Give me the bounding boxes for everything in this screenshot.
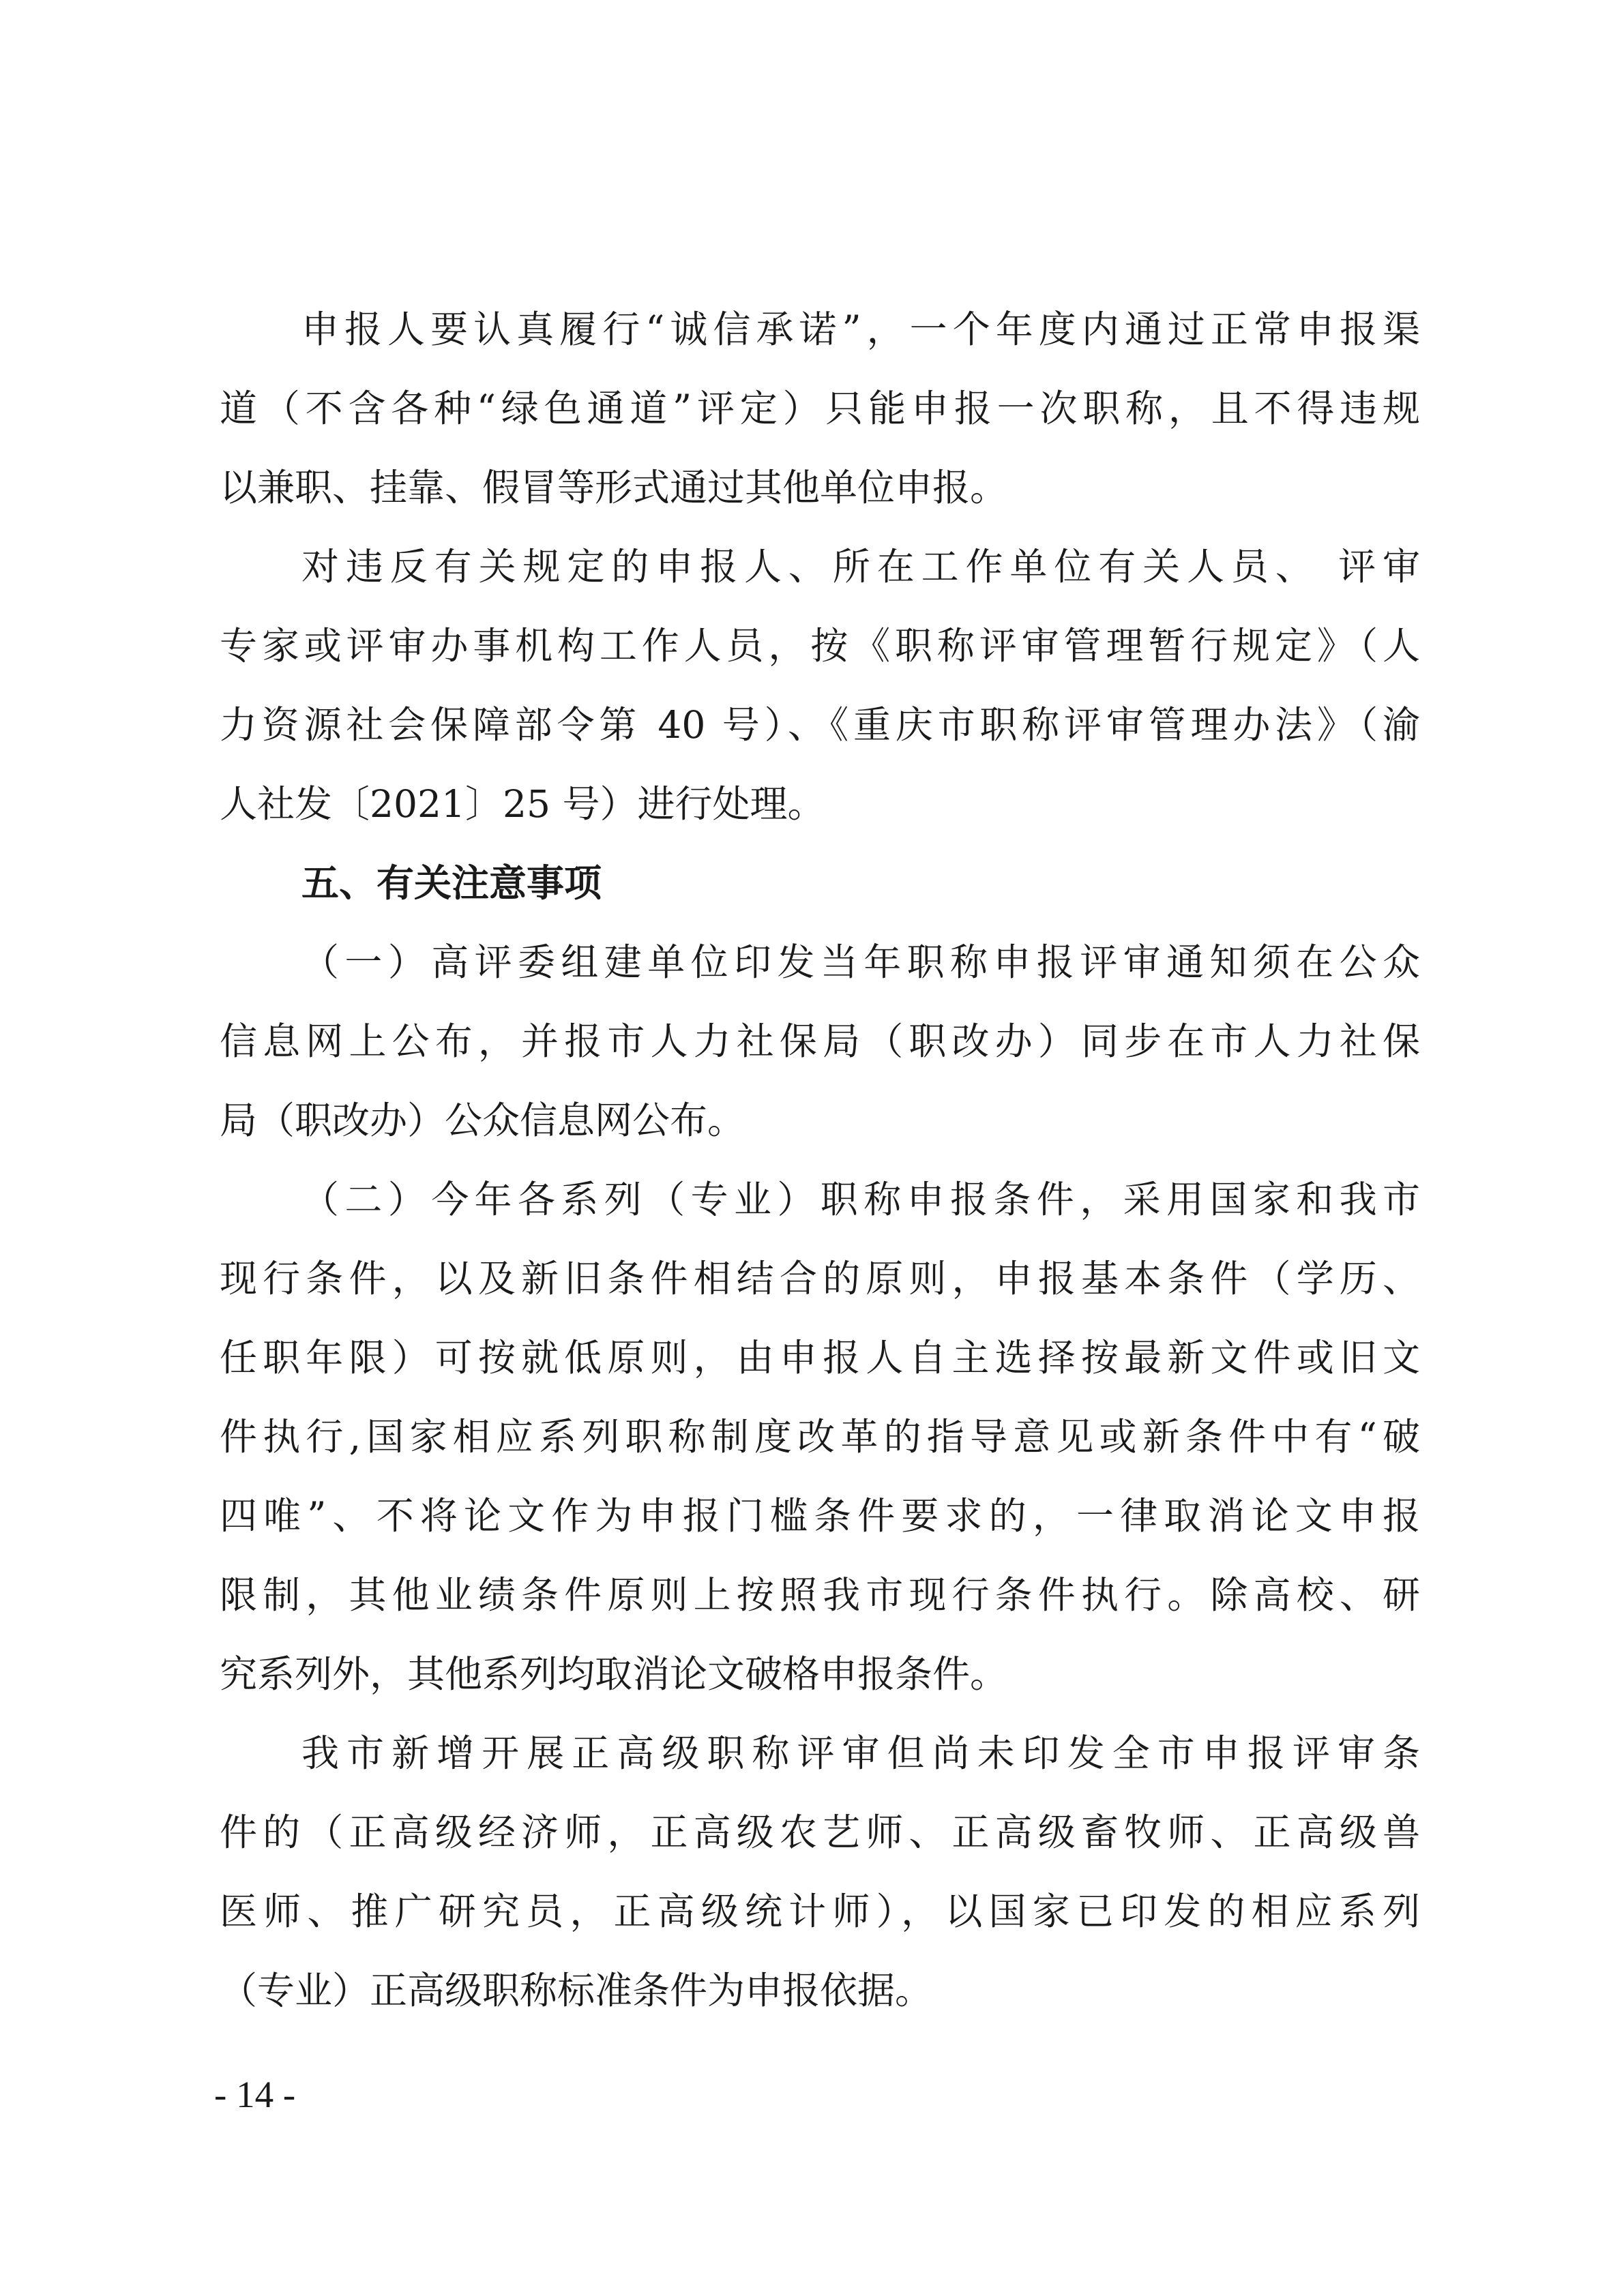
paragraph-line: 任职年限）可按就低原则，由申报人自主选择按最新文件或旧文 — [220, 1336, 1420, 1380]
paragraph-line: 以兼职、挂靠、假冒等形式通过其他单位申报。 — [220, 466, 1008, 509]
paragraph-line: 局（职改办）公众信息网公布。 — [220, 1099, 745, 1142]
paragraph-line: 申报人要认真履行“诚信承诺”，一个年度内通过正常申报渠 — [301, 308, 1420, 351]
paragraph-line: 对违反有关规定的申报人、所在工作单位有关人员、 评审 — [301, 545, 1420, 588]
paragraph-line: （一）高评委组建单位印发当年职称申报评审通知须在公众 — [301, 940, 1420, 984]
paragraph-line: 限制，其他业绩条件原则上按照我市现行条件执行。除高校、研 — [220, 1573, 1420, 1617]
paragraph-line: 现行条件，以及新旧条件相结合的原则，申报基本条件（学历、 — [220, 1257, 1420, 1300]
paragraph-line: 专家或评审办事机构工作人员，按《职称评审管理暂行规定》（人 — [220, 624, 1420, 668]
paragraph-line: （专业）正高级职称标准条件为申报依据。 — [220, 1969, 933, 2012]
paragraph-line: 人社发〔2021〕25 号）进行处理。 — [220, 782, 825, 826]
paragraph-line: 件的（正高级经济师，正高级农艺师、正高级畜牧师、正高级兽 — [220, 1810, 1420, 1854]
paragraph-line: 道（不含各种“绿色通道”评定）只能申报一次职称，且不得违规 — [220, 387, 1420, 430]
paragraph-line: 四唯”、不将论文作为申报门槛条件要求的，一律取消论文申报 — [220, 1494, 1420, 1538]
paragraph-line: 件执行,国家相应系列职称制度改革的指导意见或新条件中有“破 — [220, 1415, 1420, 1459]
paragraph-line: 力资源社会保障部令第 40 号）、《重庆市职称评审管理办法》（渝 — [220, 703, 1420, 747]
paragraph-line: 究系列外，其他系列均取消论文破格申报条件。 — [220, 1652, 1008, 1696]
section-heading: 五、有关注意事项 — [301, 861, 602, 905]
page-number: - 14 - — [214, 2074, 296, 2115]
paragraph-line: 医师、推广研究员，正高级统计师），以国家已印发的相应系列 — [220, 1890, 1420, 1933]
paragraph-line: （二）今年各系列（专业）职称申报条件，采用国家和我市 — [301, 1178, 1420, 1221]
paragraph-line: 信息网上公布，并报市人力社保局（职改办）同步在市人力社保 — [220, 1019, 1420, 1063]
paragraph-line: 我市新增开展正高级职称评审但尚未印发全市申报评审条 — [301, 1731, 1420, 1775]
